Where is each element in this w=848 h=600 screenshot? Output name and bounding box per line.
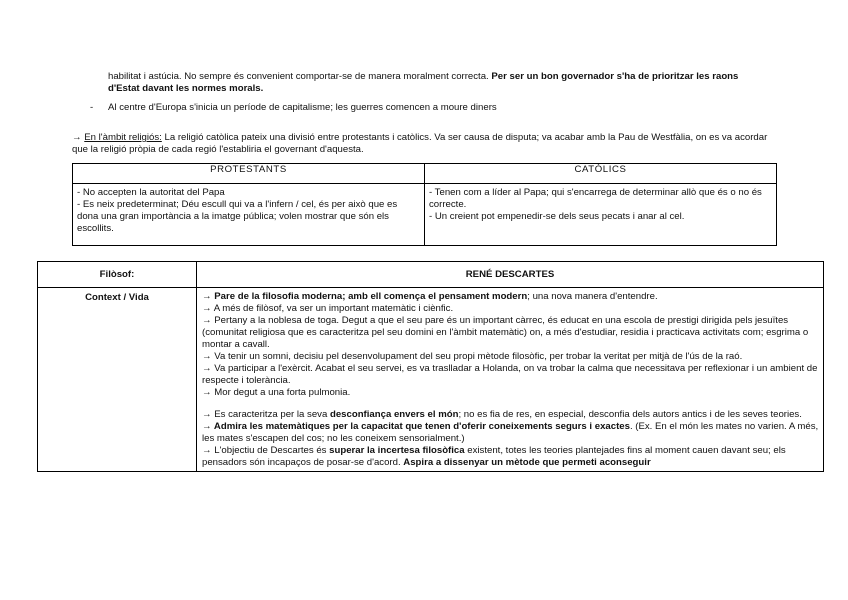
bullet-text: Al centre d'Europa s'inicia un període de capitalisme; les guerres comencen a moure diners	[108, 102, 497, 113]
context-point: → Va tenir un somni, decisiu pel desenvolupament del seu propi mètode filosòfic, per trobar la veritat per mitjà de l'ús de la raó.	[202, 351, 743, 362]
philosopher-name: RENÉ DESCARTES	[197, 262, 824, 288]
religion-heading: En l'àmbit religiós:	[84, 132, 162, 143]
protestants-catholics-table	[72, 163, 777, 246]
catholics-point: - Un creient pot empenedir-se dels seus pecats i anar al cel.	[429, 211, 685, 222]
catholics-cell	[425, 184, 777, 246]
descartes-table	[37, 261, 824, 472]
text: . (Ex. En el món les mates no varien. A més, les mates s'escapen del cos; no les coneixem sensorialment.)	[202, 421, 819, 444]
text: ; una nova manera d'entendre.	[527, 291, 658, 302]
bold-text: superar la incertesa filosòfica	[329, 445, 465, 456]
philosopher-label: Filòsof:	[38, 262, 197, 288]
context-point: → Mor degut a una forta pulmonia.	[202, 387, 351, 398]
spacer	[202, 399, 819, 409]
text: existent, totes les teories plantejades fins al moment cauen davant seu; els pensadors són incapaços de posar-se d'acord.	[202, 445, 786, 468]
capitalism-bullet	[90, 102, 497, 114]
arrow-icon: →	[72, 132, 85, 143]
intro-end: .	[260, 83, 264, 94]
context-point	[202, 445, 819, 469]
context-point	[202, 409, 819, 421]
context-point: → Pertany a la noblesa de toga. Degut a que el seu pare és un important càrrec, és educat en una escola de prestigi dirigida pels jesuïtes (comunitat religiosa que es caracteritza pel seu domini en l'àmbit matemàtic) on, a més d'estudiar, residia i practicava activitats com; esgrima o montar a cavall.	[202, 315, 809, 350]
catholics-point: - Tenen com a líder al Papa; qui s'encarrega de determinar allò que és o no és correcte.	[429, 187, 762, 210]
intro-text: habilitat i astúcia. No sempre és convenient comportar-se de manera moralment correcta.	[108, 71, 492, 82]
context-label: Context / Vida	[38, 288, 197, 472]
context-point: → A més de filòsof, va ser un important matemàtic i ciènfic.	[202, 303, 454, 314]
protestants-cell	[73, 184, 425, 246]
text: → Es caracteritza per la seva	[202, 409, 330, 420]
bold-text: Aspira a dissenyar un mètode que permeti aconseguir	[403, 457, 651, 468]
bold-text: Pare de la filosofia moderna; amb ell comença el pensament modern	[214, 291, 528, 302]
intro-paragraph	[108, 71, 748, 95]
arrow-icon: →	[202, 291, 215, 302]
bullet-dash: -	[90, 102, 94, 113]
religion-paragraph	[72, 132, 782, 156]
protestants-header: PROTESTANTS	[73, 164, 425, 184]
religion-text: La religió catòlica pateix una divisió entre protestants i catòlics. Va ser causa de disputa; va acabar amb la Pau de Westfàlia, on es va acordar que la religió pròpia de cada regió l'establiria el governant d'aquesta.	[72, 132, 768, 155]
protestants-point: - Es neix predeterminat; Déu escull qui va a l'infern / cel, és per això que es dona una gran importància a la imatge pública; volen mostrar que són els escollits.	[77, 199, 398, 234]
bold-text: → Admira les matemàtiques per la capacitat que tenen d'oferir coneixements segurs i exactes	[202, 421, 630, 432]
text: ; no es fia de res, en especial, desconfia dels autors antics i de les seves teories.	[458, 409, 802, 420]
catholics-header: CATÒLICS	[425, 164, 777, 184]
bold-text: desconfiança envers el món	[329, 409, 459, 420]
text: → L'objectiu de Descartes és	[202, 445, 330, 456]
context-point: → Va participar a l'exèrcit. Acabat el seu servei, es va traslladar a Holanda, on va trobar la calma que necessitava per reflexionar i un ambient de respecte i tolerància.	[202, 363, 818, 386]
intro-bold-text: Per ser un bon governador s'ha de prioritzar les raons d'Estat davant les normes morals	[108, 71, 739, 94]
protestants-point: - No accepten la autoritat del Papa	[77, 187, 225, 198]
context-point	[202, 291, 819, 303]
context-point	[202, 421, 819, 445]
context-cell	[197, 288, 824, 472]
